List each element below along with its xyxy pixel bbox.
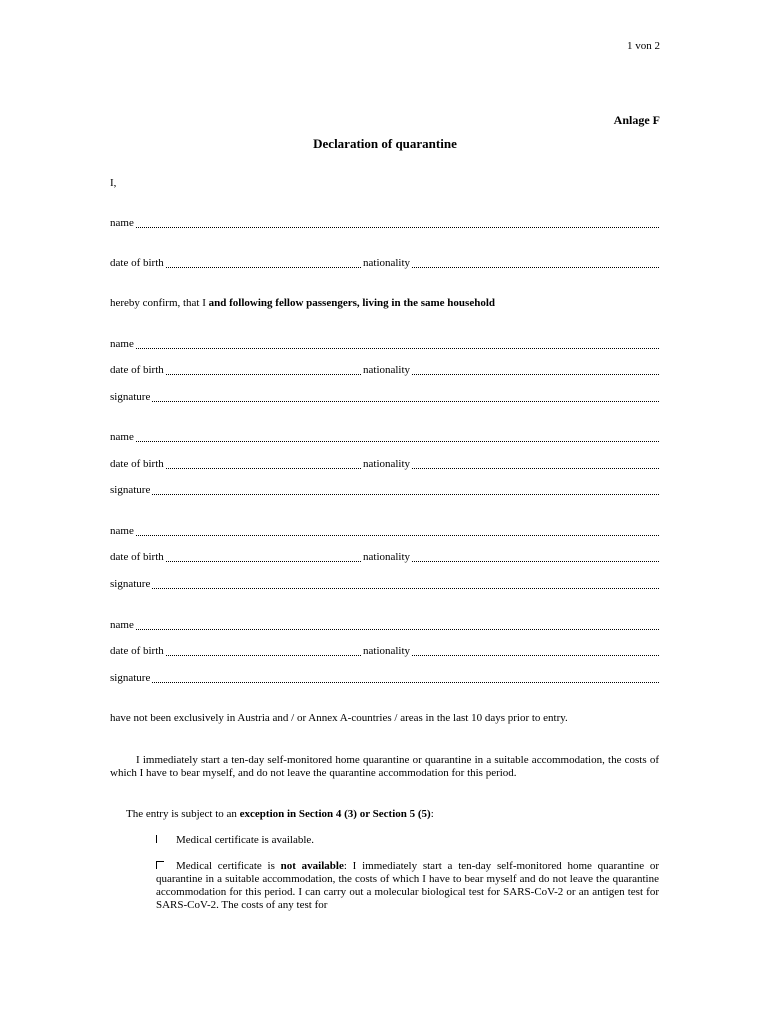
confirm-bold: and following fellow passengers, living in the same household [208, 297, 495, 309]
passenger-1-dob-nationality-field[interactable] [110, 364, 659, 377]
passenger-nationality-label: nationality [363, 458, 411, 470]
name-label: name [110, 217, 134, 229]
exception-prefix: The entry is subject to an [126, 808, 240, 820]
passenger-dob-label: date of birth [110, 551, 164, 563]
option-available-label: Medical certificate is available. [176, 834, 315, 846]
exception-suffix: : [430, 808, 434, 820]
passenger-nationality-label: nationality [363, 551, 411, 563]
passenger-dob-label: date of birth [110, 364, 164, 376]
passenger-name-label: name [110, 619, 134, 631]
quarantine-paragraph [110, 754, 659, 780]
confirm-prefix: hereby confirm, that I [110, 297, 209, 309]
page-title: Declaration of quarantine [313, 136, 457, 151]
passenger-name-label: name [110, 431, 134, 443]
passenger-2-name-field[interactable] [110, 431, 659, 444]
applicant-dob-nationality-field[interactable] [110, 257, 659, 270]
passenger-4-signature-field[interactable] [110, 672, 659, 685]
passenger-3-name-field[interactable] [110, 525, 659, 538]
passenger-1-name-field[interactable] [110, 338, 659, 351]
passenger-name-label: name [110, 525, 134, 537]
option-not-available-prefix: Medical certificate is [176, 860, 281, 872]
passenger-2-signature-field[interactable] [110, 484, 659, 497]
passenger-dob-label: date of birth [110, 645, 164, 657]
passenger-3-signature-field[interactable] [110, 578, 659, 591]
passenger-4-name-field[interactable] [110, 619, 659, 632]
passenger-signature-label: signature [110, 391, 151, 403]
option-certificate-not-available[interactable] [156, 860, 659, 912]
option-certificate-available[interactable] [156, 834, 659, 847]
passenger-4-dob-nationality-field[interactable] [110, 645, 659, 658]
dob-label: date of birth [110, 257, 164, 269]
confirm-sentence [110, 297, 495, 310]
checkbox-icon[interactable] [156, 861, 164, 869]
page-number: 1 von 2 [627, 40, 660, 52]
travel-statement: have not been exclusively in Austria and / or Annex A-countries / areas in the last 10 days prior to entry. [110, 712, 568, 724]
passenger-3-dob-nationality-field[interactable] [110, 551, 659, 564]
annex-label: Anlage F [613, 113, 660, 127]
checkbox-icon[interactable] [156, 835, 164, 843]
exception-sentence [126, 808, 434, 821]
passenger-1-signature-field[interactable] [110, 391, 659, 404]
applicant-name-field[interactable] [110, 217, 659, 230]
passenger-nationality-label: nationality [363, 645, 411, 657]
exception-bold: exception in Section 4 (3) or Section 5 (5) [239, 808, 431, 820]
passenger-nationality-label: nationality [363, 364, 411, 376]
option-not-available-bold: not available [280, 860, 344, 872]
passenger-name-label: name [110, 338, 134, 350]
passenger-signature-label: signature [110, 672, 151, 684]
passenger-dob-label: date of birth [110, 458, 164, 470]
quarantine-text: I immediately start a ten-day self-monitored home quarantine or quarantine in a suitable accommodation, the costs of which I have to bear myself, and do not leave the quarantine accommodation for this period. [110, 754, 659, 779]
passenger-signature-label: signature [110, 578, 151, 590]
i-label: I, [110, 177, 117, 189]
option-not-available-rest: : I immediately start a ten-day self-monitored home quarantine or quarantine in a suitable accommodation, the costs of which I have to bear myself and do not leave the quarantine accommodation for this period. I can carry out a molecular biological test for SARS-CoV-2 or an antigen test for SARS-CoV-2. The costs of any test for [156, 860, 660, 911]
nationality-label: nationality [363, 257, 411, 269]
passenger-2-dob-nationality-field[interactable] [110, 458, 659, 471]
passenger-signature-label: signature [110, 484, 151, 496]
